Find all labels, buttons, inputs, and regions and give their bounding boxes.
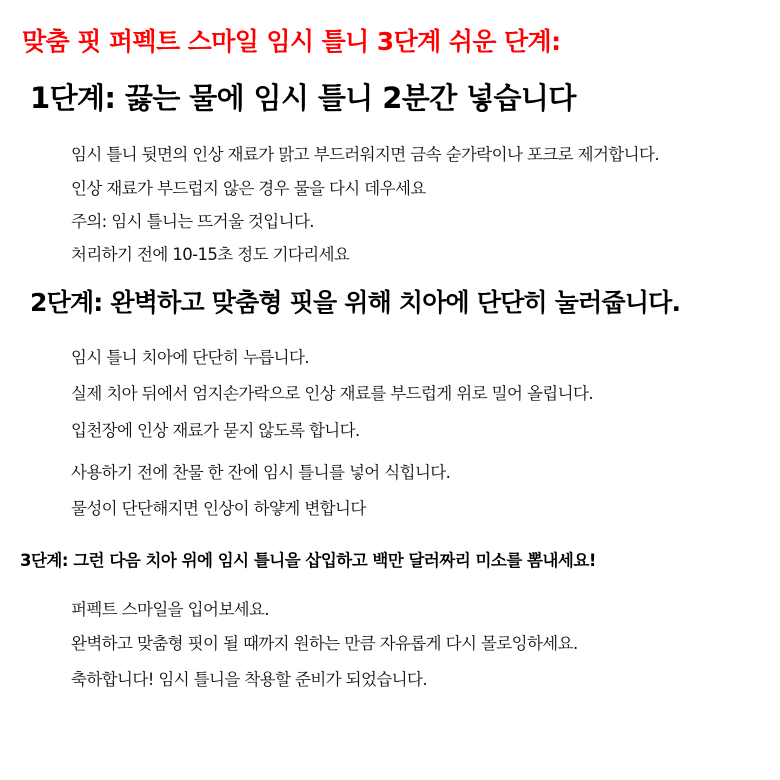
step-1-heading: 1단계: 끓는 물에 임시 틀니 2분간 넣습니다 <box>30 81 576 115</box>
step-3-line: 축하합니다! 임시 틀니을 착용할 준비가 되었습니다. <box>71 670 428 689</box>
step-1-line: 처리하기 전에 10-15초 정도 기다리세요 <box>71 245 350 264</box>
step-2-line: 입천장에 인상 재료가 묻지 않도록 합니다. <box>71 421 360 440</box>
step-2-line: 물성이 단단해지면 인상이 하얗게 변합니다 <box>71 499 366 518</box>
step-3-line: 완벽하고 맞춤형 핏이 될 때까지 원하는 만큼 자유롭게 다시 몰로잉하세요. <box>71 634 578 653</box>
step-1-line: 임시 틀니 뒷면의 인상 재료가 맑고 부드러워지면 금속 숟가락이나 포크로 제거합니다. <box>71 145 659 164</box>
step-3-heading: 3단계: 그런 다음 치아 위에 임시 틀니을 삽입하고 백만 달러짜리 미소를 뽐내세요! <box>20 551 596 570</box>
step-2-line: 사용하기 전에 찬물 한 잔에 임시 틀니를 넣어 식힙니다. <box>71 463 451 482</box>
step-1-line: 인상 재료가 부드럽지 않은 경우 물을 다시 데우세요 <box>71 179 426 198</box>
step-3-line: 퍼펙트 스마일을 입어보세요. <box>71 600 270 619</box>
page-title: 맞춤 핏 퍼펙트 스마일 임시 틀니 3단계 쉬운 단계: <box>22 27 561 56</box>
step-2-line: 임시 틀니 치아에 단단히 누릅니다. <box>71 348 309 367</box>
step-1-line: 주의: 임시 틀니는 뜨거울 것입니다. <box>71 212 314 231</box>
step-2-heading: 2단계: 완벽하고 맞춤형 핏을 위해 치아에 단단히 눌러줍니다. <box>30 288 681 317</box>
step-2-line: 실제 치아 뒤에서 엄지손가락으로 인상 재료를 부드럽게 위로 밀어 올립니다. <box>71 384 593 403</box>
